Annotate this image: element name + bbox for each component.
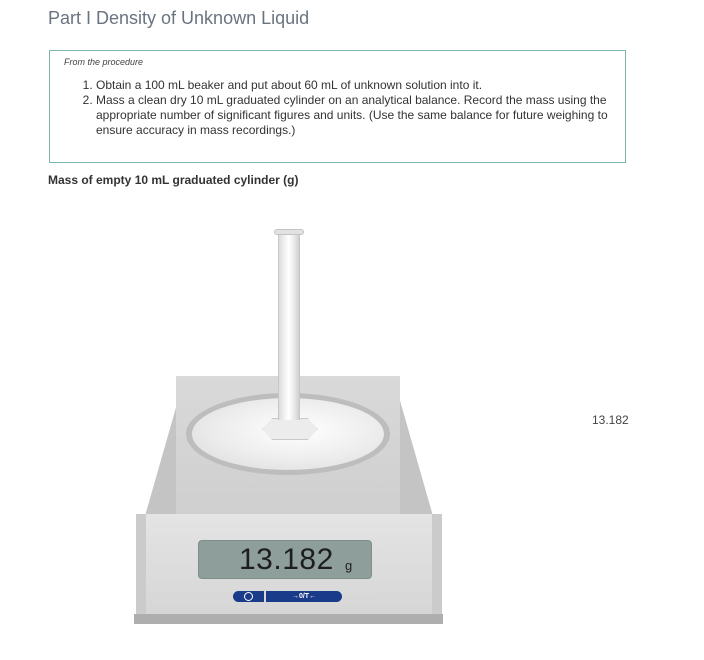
procedure-step: 1. Obtain a 100 mL beaker and put about 60 mL of unknown solution into it. xyxy=(96,78,616,93)
mass-value[interactable]: 13.182 xyxy=(592,413,629,427)
procedure-step: 2. Mass a clean dry 10 mL graduated cylinder on an analytical balance. Record the mass using the appropriate number of significant figures and units. (Use the same balance for future weighing to ensure accuracy in mass recordings.) xyxy=(96,93,616,138)
balance-edge xyxy=(136,514,146,614)
graduated-cylinder-rim xyxy=(274,229,304,235)
power-icon xyxy=(244,592,253,601)
mass-field-label: Mass of empty 10 mL graduated cylinder (g) xyxy=(48,173,299,187)
balance-display xyxy=(198,540,372,579)
balance-base xyxy=(134,614,443,624)
balance-reading: 13.182 xyxy=(239,543,334,576)
procedure-label: From the procedure xyxy=(64,57,144,67)
graduated-cylinder-base[interactable] xyxy=(262,418,318,440)
balance-unit: g xyxy=(345,558,353,573)
power-button[interactable] xyxy=(233,591,264,602)
page-title: Part I Density of Unknown Liquid xyxy=(48,8,310,28)
graduated-cylinder[interactable] xyxy=(278,232,300,420)
balance-edge xyxy=(432,514,442,614)
tare-button[interactable]: →0/T← xyxy=(266,591,342,602)
